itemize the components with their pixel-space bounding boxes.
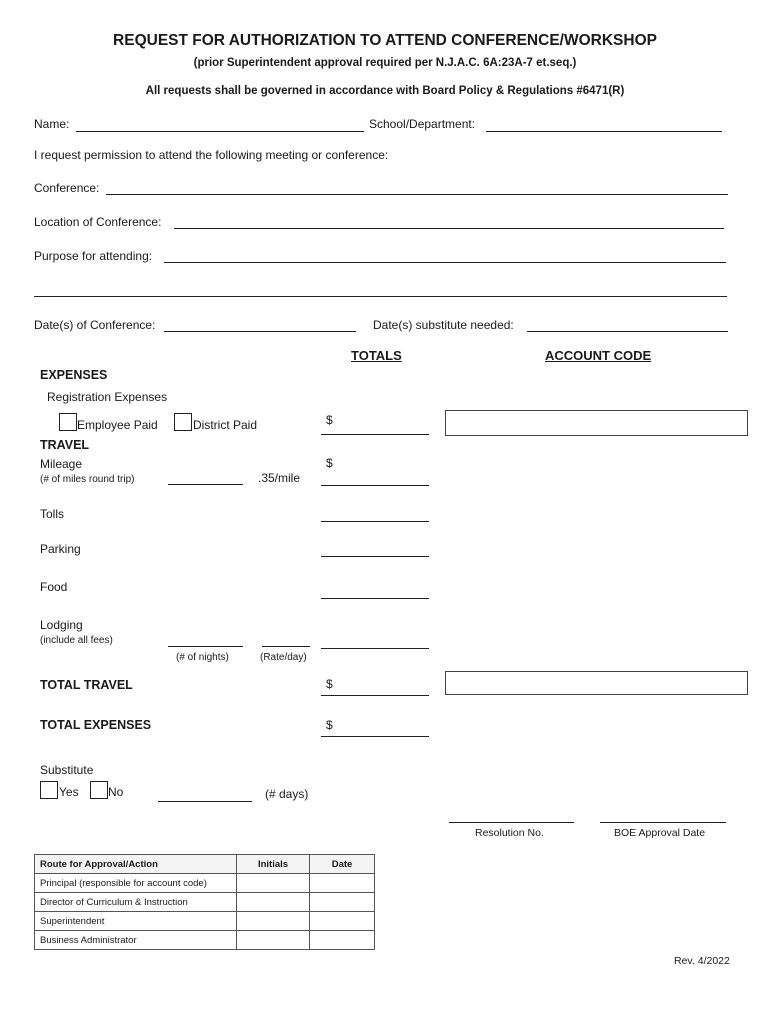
governance-note: All requests shall be governed in accordance with Board Policy & Regulations #6471(R) — [145, 85, 625, 97]
table-header-row — [35, 855, 375, 874]
initials-column-header: Initials — [237, 855, 310, 874]
date-cell[interactable] — [310, 893, 375, 912]
school-label: School/Department: — [369, 117, 476, 131]
total-expenses-field[interactable] — [321, 736, 429, 737]
registration-dollar: $ — [326, 413, 333, 427]
tolls-label: Tolls — [40, 507, 65, 521]
mileage-dollar: $ — [326, 456, 333, 470]
total-expenses-label: TOTAL EXPENSES — [40, 718, 152, 732]
initials-cell[interactable] — [237, 912, 310, 931]
date-cell[interactable] — [310, 912, 375, 931]
table-row — [35, 893, 375, 912]
nights-caption: (# of nights) — [176, 652, 229, 663]
employee-paid-checkbox[interactable] — [59, 413, 77, 431]
food-total-field[interactable] — [321, 598, 429, 599]
district-paid-label: District Paid — [193, 418, 258, 432]
substitute-yes-checkbox[interactable] — [40, 781, 58, 799]
route-principal: Principal (responsible for account code) — [35, 874, 237, 893]
total-expenses-dollar: $ — [326, 718, 333, 732]
school-field[interactable] — [486, 131, 722, 132]
district-paid-checkbox[interactable] — [174, 413, 192, 431]
rate-day-caption: (Rate/day) — [260, 652, 307, 663]
substitute-label: Substitute — [40, 763, 94, 777]
nights-field[interactable] — [168, 646, 243, 647]
mileage-rate: .35/mile — [258, 471, 301, 485]
substitute-days-caption: (# days) — [265, 787, 309, 801]
initials-cell[interactable] — [237, 874, 310, 893]
mileage-note: (# of miles round trip) — [40, 474, 135, 485]
dates-label: Date(s) of Conference: — [34, 318, 156, 332]
table-row — [35, 874, 375, 893]
expenses-heading: EXPENSES — [40, 368, 108, 382]
purpose-field-2[interactable] — [34, 296, 727, 297]
conference-label: Conference: — [34, 181, 100, 195]
parking-total-field[interactable] — [321, 556, 429, 557]
substitute-no-label: No — [108, 785, 124, 799]
travel-heading: TRAVEL — [40, 438, 90, 452]
substitute-dates-label: Date(s) substitute needed: — [373, 318, 514, 332]
tolls-total-field[interactable] — [321, 521, 429, 522]
initials-cell[interactable] — [237, 893, 310, 912]
miles-field[interactable] — [168, 484, 243, 485]
dates-field[interactable] — [164, 331, 356, 332]
rate-day-field[interactable] — [262, 646, 310, 647]
route-approval-table — [34, 854, 375, 950]
form-subtitle: (prior Superintendent approval required per N.J.A.C. 6A:23A-7 et.seq.) — [193, 57, 577, 69]
boe-date-caption: BOE Approval Date — [614, 827, 706, 839]
route-director: Director of Curriculum & Instruction — [35, 893, 237, 912]
table-row — [35, 931, 375, 950]
date-cell[interactable] — [310, 874, 375, 893]
total-travel-field[interactable] — [321, 695, 429, 696]
substitute-dates-field[interactable] — [527, 331, 728, 332]
table-row — [35, 912, 375, 931]
mileage-label: Mileage — [40, 457, 83, 471]
employee-paid-label: Employee Paid — [77, 418, 158, 432]
food-label: Food — [40, 580, 68, 594]
conference-field[interactable] — [106, 194, 728, 195]
lodging-total-field[interactable] — [321, 648, 429, 649]
date-column-header: Date — [310, 855, 375, 874]
total-travel-label: TOTAL TRAVEL — [40, 678, 133, 692]
registration-account-code-box[interactable] — [445, 410, 748, 436]
form-title: REQUEST FOR AUTHORIZATION TO ATTEND CONFERENCE/WORKSHOP — [113, 32, 657, 49]
route-column-header: Route for Approval/Action — [35, 855, 237, 874]
initials-cell[interactable] — [237, 931, 310, 950]
total-travel-dollar: $ — [326, 677, 333, 691]
route-superintendent: Superintendent — [35, 912, 237, 931]
travel-account-code-box[interactable] — [445, 671, 748, 695]
resolution-caption: Resolution No. — [475, 827, 544, 839]
boe-date-field[interactable] — [600, 822, 726, 823]
date-cell[interactable] — [310, 931, 375, 950]
account-code-header: ACCOUNT CODE — [545, 348, 652, 363]
location-label: Location of Conference: — [34, 215, 162, 229]
request-statement: I request permission to attend the following meeting or conference: — [34, 148, 389, 162]
lodging-note: (include all fees) — [40, 635, 113, 646]
purpose-label: Purpose for attending: — [34, 249, 153, 263]
location-field[interactable] — [174, 228, 724, 229]
purpose-field[interactable] — [164, 262, 726, 263]
substitute-days-field[interactable] — [158, 801, 252, 802]
revision-note: Rev. 4/2022 — [674, 955, 730, 967]
substitute-no-checkbox[interactable] — [90, 781, 108, 799]
totals-header: TOTALS — [351, 348, 402, 363]
name-label: Name: — [34, 117, 70, 131]
registration-total-field[interactable] — [321, 434, 429, 435]
mileage-total-field[interactable] — [321, 485, 429, 486]
name-field[interactable] — [76, 131, 364, 132]
parking-label: Parking — [40, 542, 81, 556]
resolution-field[interactable] — [449, 822, 574, 823]
lodging-label: Lodging — [40, 618, 83, 632]
substitute-yes-label: Yes — [59, 785, 79, 799]
route-business-administrator: Business Administrator — [35, 931, 237, 950]
registration-label: Registration Expenses — [47, 390, 168, 404]
